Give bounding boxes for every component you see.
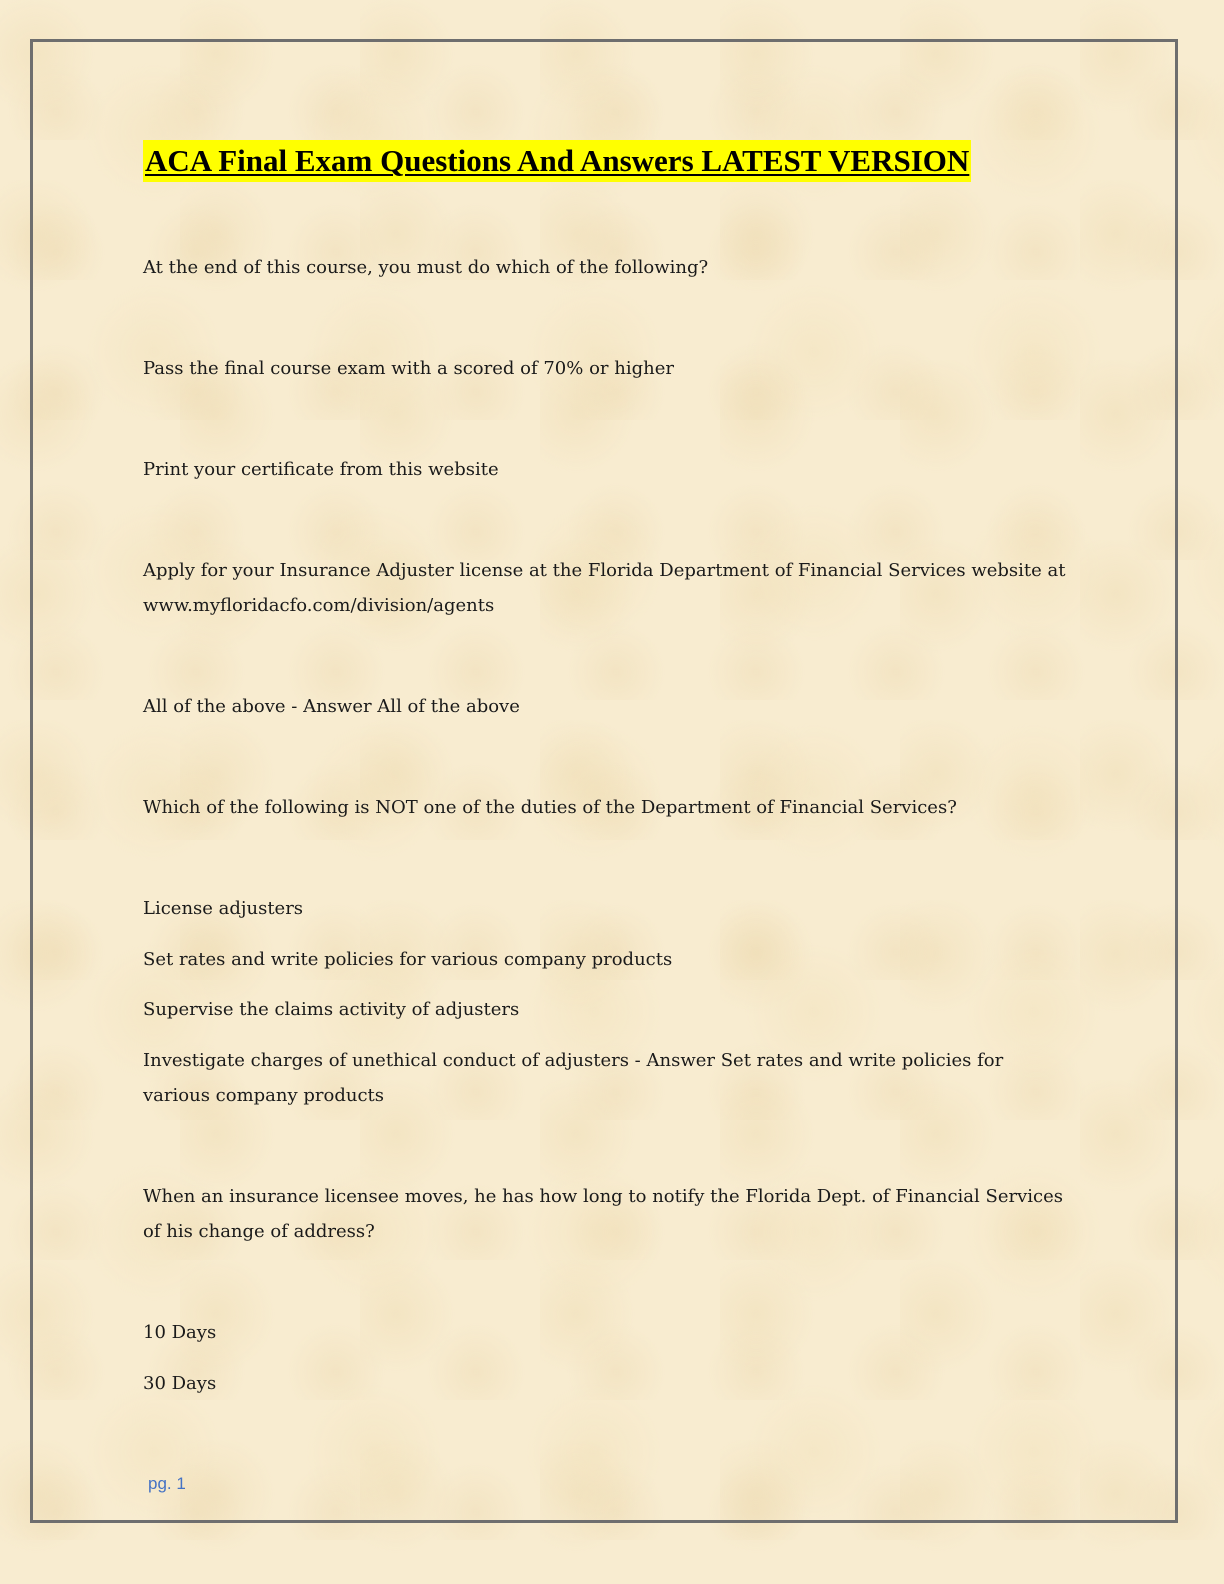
option-1c: Apply for your Insurance Adjuster license at the Florida Department of Financial Services website at www.myfloridacfo.com/division/agents <box>143 560 1066 616</box>
question-3: When an insurance licensee moves, he has how long to notify the Florida Dept. of Financial Services of his change of address? <box>143 1186 1064 1242</box>
option-2c: Supervise the claims activity of adjusters <box>143 999 520 1020</box>
question-2: Which of the following is NOT one of the duties of the Department of Financial Services? <box>143 797 957 818</box>
answer-1: All of the above - Answer All of the above <box>143 696 520 717</box>
option-3a: 10 Days <box>143 1322 217 1343</box>
option-1b: Print your certificate from this website <box>143 459 499 480</box>
option-2a: License adjusters <box>143 898 304 919</box>
question-1: At the end of this course, you must do which of the following? <box>143 257 709 278</box>
option-3b: 30 Days <box>143 1373 217 1394</box>
document-title: ACA Final Exam Questions And Answers LATEST VERSION <box>143 140 971 182</box>
option-2b: Set rates and write policies for various company products <box>143 949 673 970</box>
option-1a: Pass the final course exam with a scored of 70% or higher <box>143 358 674 379</box>
document-body <box>143 140 1073 1394</box>
answer-2: Investigate charges of unethical conduct of adjusters - Answer Set rates and write policies for various company products <box>143 1050 1004 1106</box>
page-number: pg. 1 <box>148 1474 186 1493</box>
